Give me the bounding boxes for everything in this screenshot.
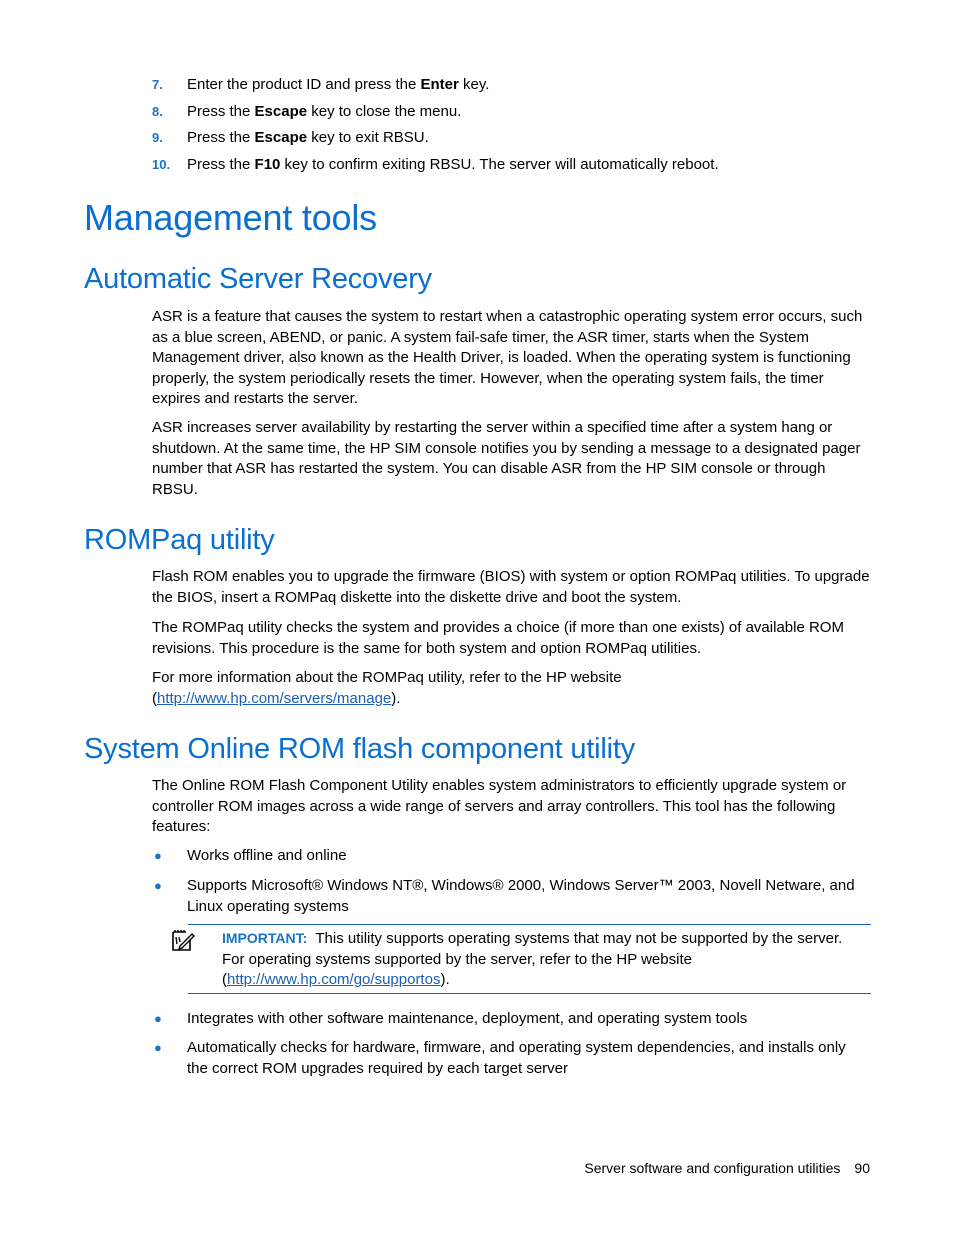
step-text: Press the [187, 102, 255, 120]
paragraph: ASR increases server availability by restarting the server within a specified time after a system hang or shutdown. At the same time, the HP SIM console notifies you by sending a message to a designated pager number that ASR has restarted the system. You can disable ASR from the HP SIM console or through RBSU. [152, 419, 861, 498]
paren-close: ). [391, 689, 401, 707]
note-text [222, 928, 867, 991]
paragraph [152, 668, 870, 709]
paragraph: ASR is a feature that causes the system to restart when a catastrophic operating system error occurs, such as a blue screen, ABEND, or panic. A system fail-safe timer, the ASR timer, starts when the System Management driver, also known as the Health Driver, is loaded. When the operating system is functioning properly, the system periodically resets the timer. However, when the operating system fails, the timer expires and restarts the server. [152, 308, 863, 408]
section-heading-rom-flash: System Online ROM flash component utility [84, 733, 636, 765]
note-body: This utility supports operating systems that may not be supported by the server. For operating systems supported by the server, refer to the HP website [222, 930, 843, 968]
list-item-text: Automatically checks for hardware, firmware, and operating system dependencies, and installs only the correct ROM upgrades required by each target server [187, 1039, 846, 1077]
page-footer [584, 1158, 870, 1178]
step-text: key to exit RBSU. [307, 129, 429, 147]
list-item [152, 846, 870, 867]
bullet-icon: ● [154, 1040, 162, 1055]
notepad-important-icon [170, 929, 196, 953]
hp-manage-link[interactable]: http://www.hp.com/servers/manage [157, 689, 392, 707]
bullet-icon: ● [154, 1011, 162, 1026]
section-heading-asr: Automatic Server Recovery [84, 263, 432, 295]
paren-close: ). [440, 971, 450, 989]
step-item [152, 74, 872, 101]
page-number: 90 [854, 1160, 870, 1176]
list-item [152, 876, 870, 917]
step-item [152, 101, 872, 128]
paragraph: The ROMPaq utility checks the system and provides a choice (if more than one exists) of available ROM revisions. This procedure is the same for both system and option ROMPaq utilities. [152, 619, 844, 657]
step-text: Enter the product ID and press the [187, 76, 421, 93]
step-number: 9. [152, 130, 163, 146]
paragraph: Flash ROM enables you to upgrade the firmware (BIOS) with system or option ROMPaq utilities. To upgrade the BIOS, insert a ROMPaq diskette into the diskette drive and boot the system. [152, 568, 870, 606]
paren-open: ( [152, 689, 157, 707]
list-item [152, 1009, 870, 1030]
key-name: Escape [254, 129, 308, 147]
bullet-icon: ● [154, 878, 162, 893]
step-item [152, 154, 872, 181]
step-number: 10. [152, 157, 171, 173]
step-number: 8. [152, 103, 163, 119]
list-item-text: Integrates with other software maintenance, deployment, and operating system tools [187, 1010, 748, 1027]
step-text: key to close the menu. [307, 102, 462, 120]
bullet-icon: ● [154, 848, 162, 863]
paragraph: The Online ROM Flash Component Utility enables system administrators to efficiently upgrade system or controller ROM images across a wide range of servers and array controllers. This tool has the following features: [152, 777, 847, 836]
list-item-text: Supports Microsoft® Windows NT®, Windows® 2000, Windows Server™ 2003, Novell Netware, and Linux operating systems [187, 877, 855, 915]
step-text: key. [458, 76, 490, 93]
step-list [152, 74, 872, 181]
footer-section-title: Server software and configuration utilities [584, 1160, 841, 1176]
key-name: Escape [254, 102, 308, 120]
step-item [152, 127, 872, 154]
list-item [152, 1038, 870, 1079]
step-text: key to confirm exiting RBSU. The server will automatically reboot. [280, 156, 719, 174]
important-note [188, 924, 871, 994]
step-text: Press the [187, 156, 255, 174]
step-text: Press the [187, 129, 255, 147]
section-heading-rompaq: ROMPaq utility [84, 524, 275, 556]
paragraph-text: For more information about the ROMPaq utility, refer to the HP website [152, 669, 622, 686]
list-item-text: Works offline and online [187, 847, 347, 864]
hp-supportos-link[interactable]: http://www.hp.com/go/supportos [227, 971, 441, 989]
step-number: 7. [152, 77, 163, 92]
key-name: Enter [420, 76, 459, 93]
page-title: Management tools [84, 197, 377, 238]
note-label: IMPORTANT: [222, 930, 308, 946]
paren-open: ( [222, 971, 227, 989]
key-name: F10 [254, 156, 281, 174]
